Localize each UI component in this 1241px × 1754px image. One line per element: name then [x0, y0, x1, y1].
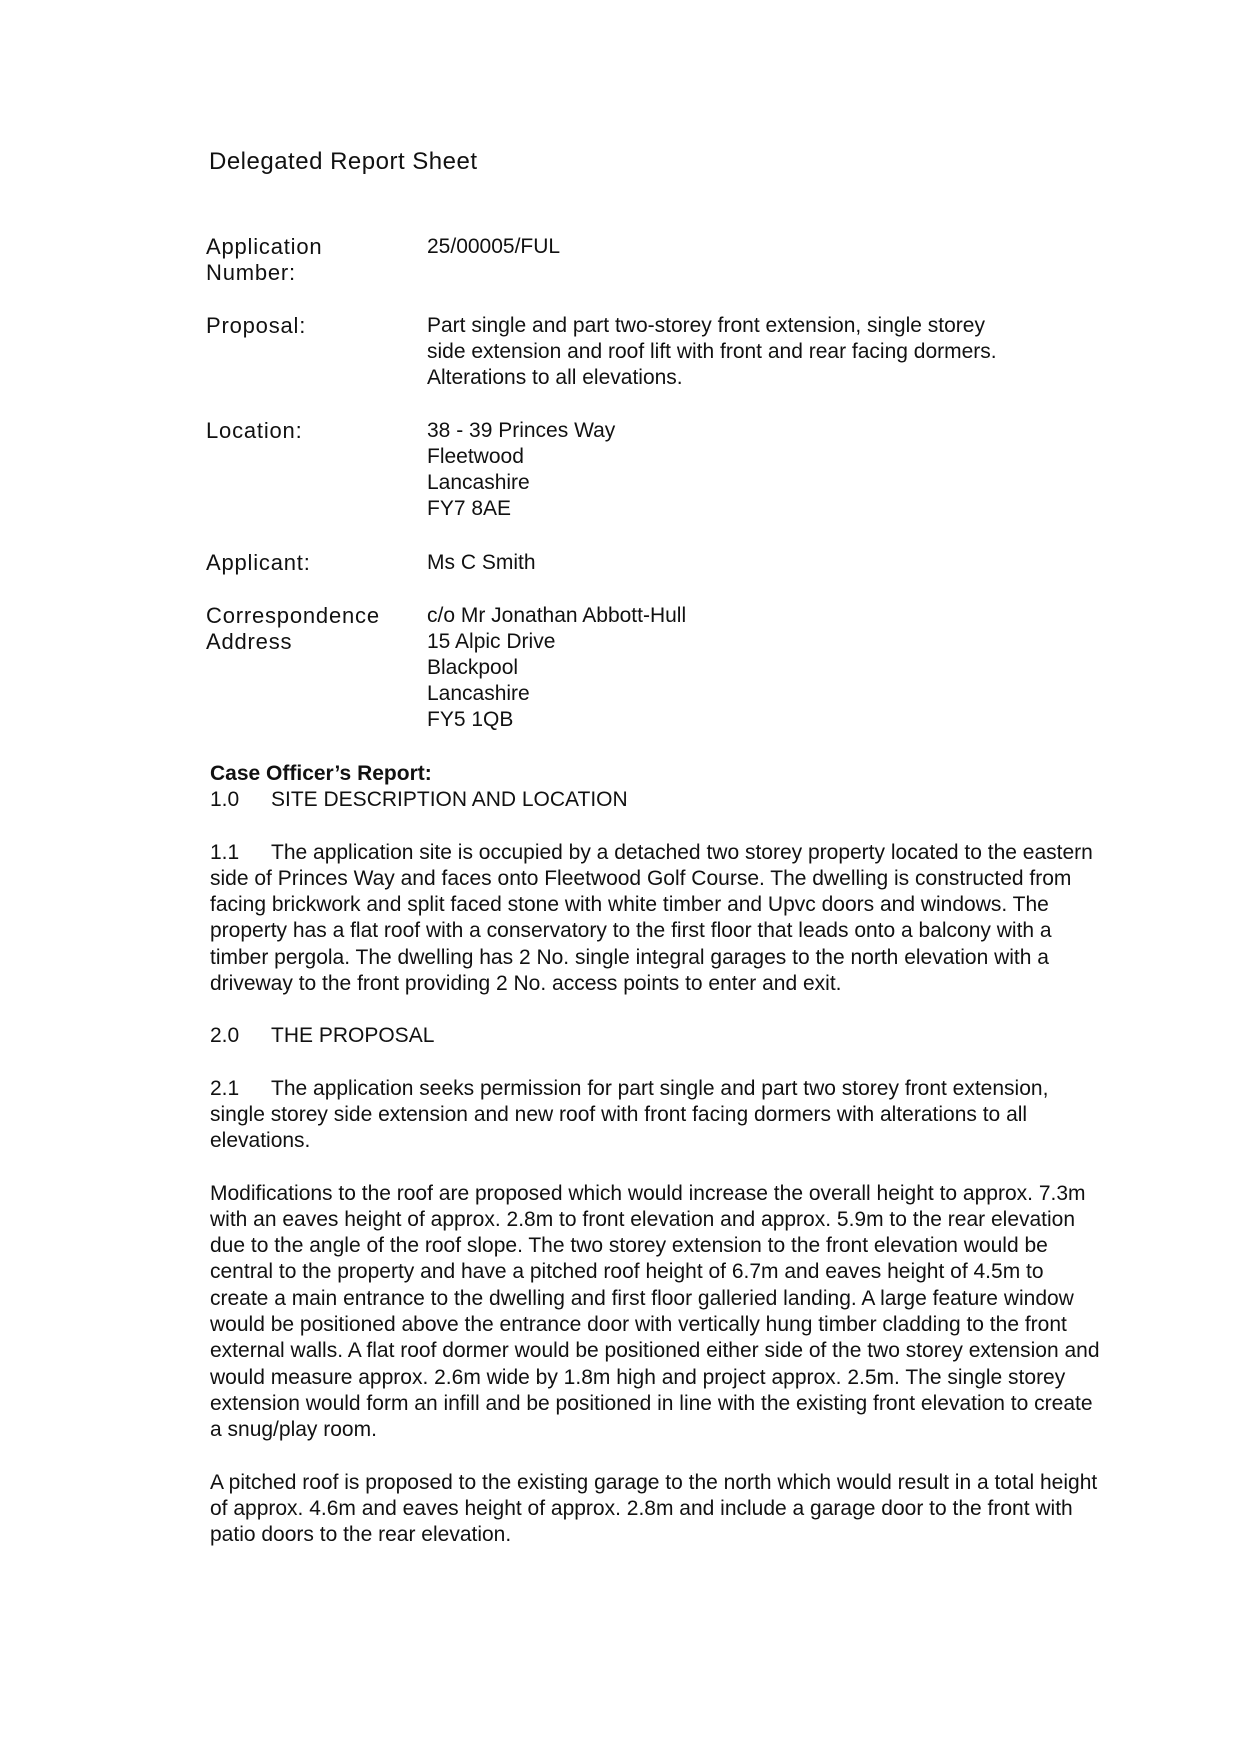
paragraph-pitched-roof [210, 1470, 1210, 1549]
paragraph-line: timber pergola. The dwelling has 2 No. single integral garages to the north elevation with a [210, 945, 1049, 969]
value-line: Alterations to all elevations. [427, 366, 683, 389]
paragraph-1-1 [210, 840, 1210, 998]
applicant-value [427, 550, 1187, 576]
section-number: 2.0 [210, 1024, 240, 1048]
section-heading-1 [210, 787, 1210, 813]
label-line: Proposal: [206, 313, 307, 338]
paragraph-line: a snug/play room. [210, 1418, 377, 1442]
section-title: THE PROPOSAL [271, 1024, 435, 1048]
value-line: Blackpool [427, 656, 519, 679]
paragraph-line: of approx. 4.6m and eaves height of approx. 2.8m and include a garage door to the front with [210, 1496, 1073, 1520]
value-line: c/o Mr Jonathan Abbott-Hull [427, 604, 687, 627]
value-line: 38 - 39 Princes Way [427, 419, 616, 442]
paragraph-line: facing brickwork and split faced stone with white timber and Upvc doors and windows. The [210, 893, 1049, 917]
paragraph-line: driveway to the front providing 2 No. access points to enter and exit. [210, 972, 842, 996]
paragraph-line: create a main entrance to the dwelling and first floor galleried landing. A large feature window [210, 1286, 1074, 1310]
label-line: Application [206, 234, 323, 259]
case-officer-heading: Case Officer’s Report: [210, 762, 432, 785]
paragraph-line: due to the angle of the roof slope. The two storey extension to the front elevation would be [210, 1234, 1048, 1258]
value-line: FY5 1QB [427, 708, 514, 731]
proposal-value [427, 313, 1187, 391]
paragraph-line: external walls. A flat roof dormer would be positioned either side of the two storey extension and [210, 1339, 1100, 1363]
paragraph-line: The application site is occupied by a detached two storey property located to the eastern [271, 840, 1093, 864]
paragraph-2-1 [210, 1076, 1210, 1155]
value-line: Lancashire [427, 682, 530, 705]
application-number-label [206, 234, 416, 286]
location-label [206, 418, 416, 444]
paragraph-line: side of Princes Way and faces onto Fleetwood Golf Course. The dwelling is constructed from [210, 866, 1072, 890]
section-title: SITE DESCRIPTION AND LOCATION [271, 788, 628, 812]
paragraph-line: property has a flat roof with a conservatory to the first floor that leads onto a balcony with a [210, 919, 1052, 943]
paragraph-number: 1.1 [210, 840, 240, 864]
value-line: side extension and roof lift with front and rear facing dormers. [427, 340, 997, 363]
correspondence-address-value [427, 603, 1187, 733]
proposal-label [206, 313, 416, 339]
label-line: Applicant: [206, 550, 311, 575]
paragraph-line: A pitched roof is proposed to the existing garage to the north which would result in a total height [210, 1470, 1098, 1494]
correspondence-address-label [206, 603, 416, 655]
label-line: Address [206, 629, 293, 654]
label-line: Location: [206, 418, 303, 443]
paragraph-line: with an eaves height of approx. 2.8m to front elevation and approx. 5.9m to the rear elevation [210, 1207, 1076, 1231]
paragraph-line: central to the property and have a pitched roof height of 6.7m and eaves height of 4.5m to [210, 1260, 1044, 1284]
value-line: 15 Alpic Drive [427, 630, 556, 653]
location-value [427, 418, 1187, 522]
applicant-label [206, 550, 416, 576]
section-number: 1.0 [210, 788, 240, 812]
paragraph-line: single storey side extension and new roof with front facing dormers with alterations to all [210, 1102, 1028, 1126]
value-line: 25/00005/FUL [427, 235, 561, 258]
paragraph-line: would measure approx. 2.6m wide by 1.8m high and project approx. 2.5m. The single storey [210, 1365, 1066, 1389]
paragraph-number: 2.1 [210, 1076, 240, 1100]
page-title: Delegated Report Sheet [209, 148, 478, 175]
paragraph-line: The application seeks permission for part single and part two storey front extension, [271, 1076, 1049, 1100]
section-heading-2 [210, 1023, 1210, 1049]
value-line: Part single and part two-storey front extension, single storey [427, 314, 985, 337]
application-number-value [427, 234, 1187, 260]
label-line: Number: [206, 260, 296, 285]
label-line: Correspondence [206, 603, 380, 628]
case-officer-report [210, 761, 1210, 1548]
paragraph-line: elevations. [210, 1129, 311, 1153]
value-line: Ms C Smith [427, 551, 536, 574]
value-line: Lancashire [427, 471, 530, 494]
paragraph-line: would be positioned above the entrance door with vertically hung timber cladding to the front [210, 1313, 1067, 1337]
value-line: Fleetwood [427, 445, 524, 468]
paragraph-modifications [210, 1181, 1210, 1444]
paragraph-line: Modifications to the roof are proposed which would increase the overall height to approx. 7.3m [210, 1181, 1086, 1205]
paragraph-line: extension would form an infill and be positioned in line with the existing front elevation to create [210, 1391, 1093, 1415]
value-line: FY7 8AE [427, 497, 512, 520]
paragraph-line: patio doors to the rear elevation. [210, 1523, 512, 1547]
